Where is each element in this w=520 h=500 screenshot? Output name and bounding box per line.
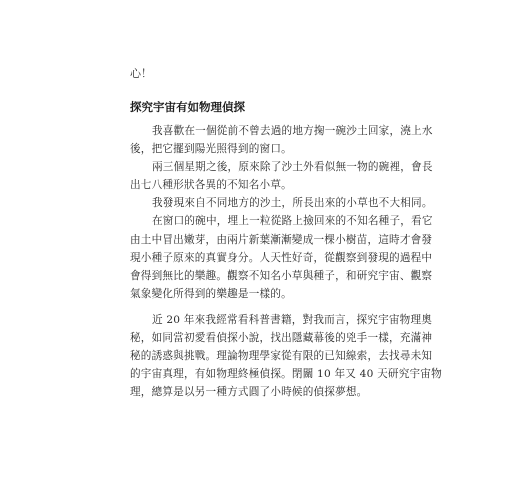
section-heading: 探究宇宙有如物理偵探 [130, 100, 245, 114]
text-line: 後，把它擺到陽光照得到的窗口。 [130, 143, 292, 156]
text-line: 秘，如同當初愛看偵探小說，找出隱藏幕後的兇手一樣，充滿神 [130, 332, 433, 345]
text-line: 由土中冒出嫩芽，由兩片新葉漸漸變成一棵小樹苗，這時才會發 [130, 233, 433, 246]
text-line: 秘的誘惑與挑戰。理論物理學家從有限的已知線索，去找尋未知 [130, 350, 433, 363]
text-line: 我發現來自不同地方的沙土，所長出來的小草也不大相同。 [152, 197, 433, 210]
paragraph-2 [130, 158, 433, 194]
text-line: 出七八種形狀各異的不知名小草。 [130, 179, 292, 192]
text-line: 會得到無比的樂趣。觀察不知名小草與種子，和研究宇宙、觀察 [130, 269, 433, 282]
text-line: 理，總算是以另一種方式圓了小時候的偵探夢想。 [130, 386, 368, 399]
paragraph-4 [130, 212, 433, 302]
paragraph-3 [130, 194, 433, 212]
text-line: 我喜歡在一個從前不曾去過的地方掬一碗沙土回家，澆上水 [152, 125, 433, 137]
text-line: 兩三個星期之後，原來除了沙土外看似無一物的碗裡，會長 [152, 161, 433, 174]
paragraph-5 [130, 311, 442, 401]
text-line: 現小種子原來的真實身分。人天性好奇，從觀察到發現的過程中 [130, 251, 433, 264]
text-line: 氣象變化所得到的樂趣是一樣的。 [130, 287, 292, 300]
carryover-text: 心！ [130, 67, 152, 80]
text-line: 的宇宙真理，有如物理終極偵探。閉關 10 年又 40 天研究宇宙物 [130, 368, 442, 381]
text-line: 在窗口的碗中，埋上一粒從路上撿回來的不知名種子，看它 [152, 215, 433, 228]
paragraph-1 [130, 122, 433, 158]
text-line: 近 20 年來我經常看科普書籍，對我而言，探究宇宙物理奧 [152, 313, 433, 326]
body-text [130, 122, 442, 401]
